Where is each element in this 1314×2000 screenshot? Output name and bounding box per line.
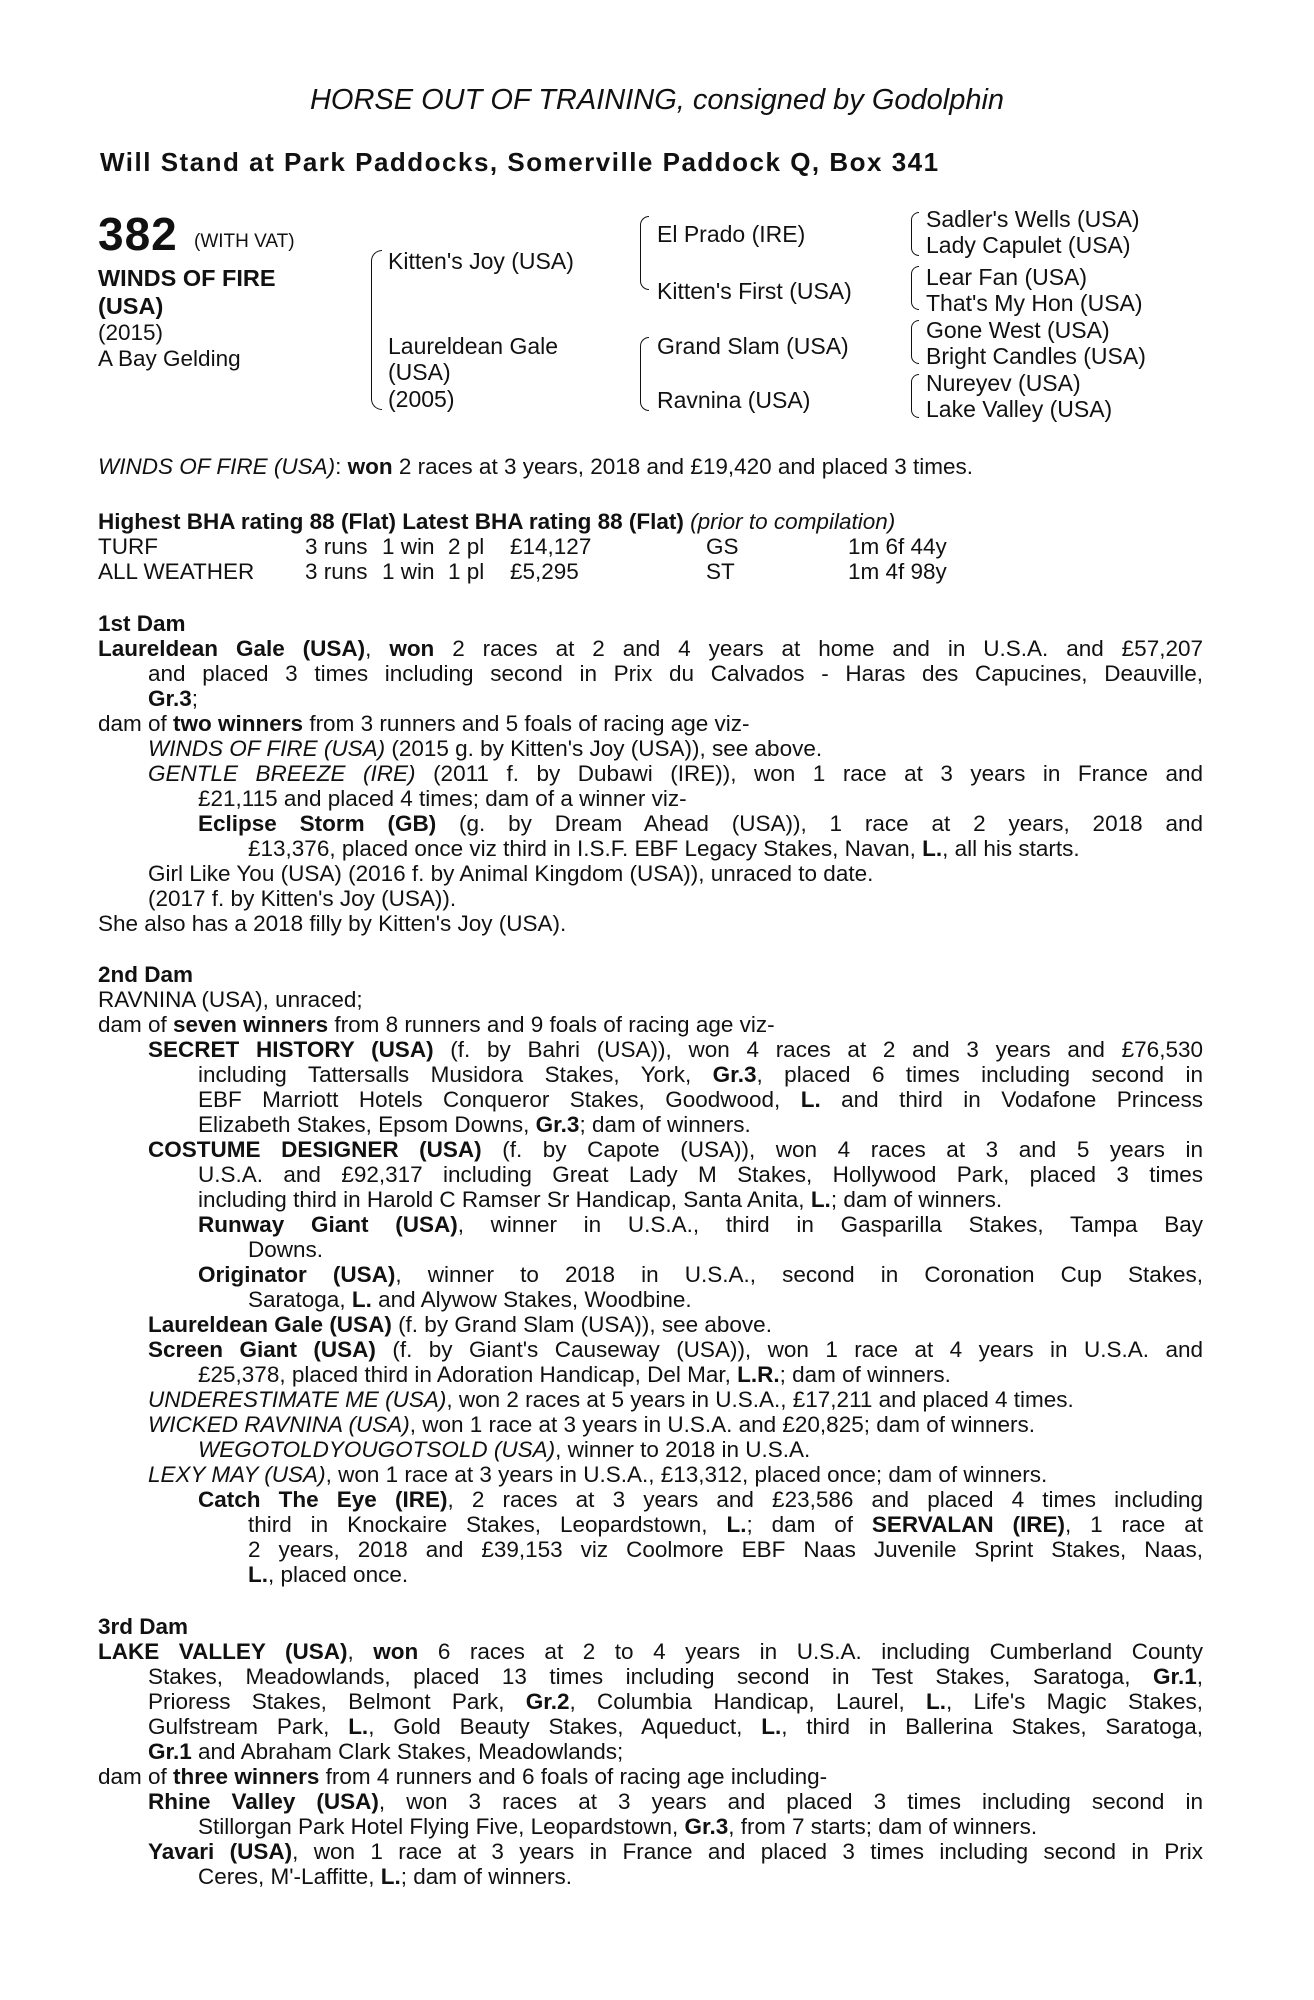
pedigree-gg-7: Nureyev (USA) <box>926 370 1081 396</box>
produce-entry: LEXY MAY (USA), won 1 race at 3 years in U.S.A., £13,312, placed once; dam of winners. <box>148 1462 1048 1487</box>
third-dam-line: LAKE VALLEY (USA), won 6 races at 2 to 4 years in U.S.A. including Cumberland County <box>98 1639 1203 1664</box>
gen3-bracket-4 <box>911 374 919 418</box>
gen3-bracket-3 <box>911 320 919 364</box>
second-dam-line: RAVNINA (USA), unraced; <box>98 987 363 1012</box>
pedigree-sire-dam: Kitten's First (USA) <box>657 278 852 304</box>
first-dam-line: dam of two winners from 3 runners and 5 foals of racing age viz- <box>98 711 750 736</box>
pedigree-gg-3: Lear Fan (USA) <box>926 264 1088 290</box>
produce-entry: L., placed once. <box>248 1562 409 1587</box>
produce-entry: WINDS OF FIRE (USA) (2015 g. by Kitten's Joy (USA)), see above. <box>148 736 823 761</box>
pedigree-dam-year: (2005) <box>388 386 455 412</box>
produce-entry: U.S.A. and £92,317 including Great Lady M Stakes, Hollywood Park, placed 3 times <box>198 1162 1203 1187</box>
produce-entry: SECRET HISTORY (USA) (f. by Bahri (USA)), won 4 races at 2 and 3 years and £76,530 <box>148 1037 1203 1062</box>
first-dam-line: and placed 3 times including second in Prix du Calvados - Haras des Capucines, Deauville, <box>148 661 1203 686</box>
first-dam-line: Laureldean Gale (USA), won 2 races at 2 and 4 years at home and in U.S.A. and £57,207 <box>98 636 1203 661</box>
produce-entry: including Tattersalls Musidora Stakes, York, Gr.3, placed 6 times including second in <box>198 1062 1203 1087</box>
produce-entry: EBF Marriott Hotels Conqueror Stakes, Goodwood, L. and third in Vodafone Princess <box>198 1087 1204 1112</box>
third-dam-heading: 3rd Dam <box>98 1614 189 1639</box>
produce-entry: £25,378, placed third in Adoration Handicap, Del Mar, L.R.; dam of winners. <box>198 1362 951 1387</box>
pedigree-gg-8: Lake Valley (USA) <box>926 396 1113 422</box>
lot-vat: (WITH VAT) <box>194 231 295 252</box>
horse-description: A Bay Gelding <box>98 346 241 371</box>
produce-entry: Girl Like You (USA) (2016 f. by Animal Kingdom (USA)), unraced to date. <box>148 861 874 886</box>
produce-entry: COSTUME DESIGNER (USA) (f. by Capote (USA)), won 4 races at 3 and 5 years in <box>148 1137 1204 1162</box>
first-dam-heading: 1st Dam <box>98 611 186 636</box>
produce-entry: Downs. <box>248 1237 324 1262</box>
produce-entry: £21,115 and placed 4 times; dam of a winner viz- <box>198 786 687 811</box>
pedigree-dam-origin: (USA) <box>388 359 451 385</box>
horse-name-line2: (USA) <box>98 293 164 319</box>
dam-parents-bracket <box>640 337 649 411</box>
produce-entry: including third in Harold C Ramser Sr Handicap, Santa Anita, L.; dam of winners. <box>198 1187 1003 1212</box>
produce-entry: Catch The Eye (IRE), 2 races at 3 years and £23,586 and placed 4 times including <box>198 1487 1204 1512</box>
pedigree-gg-1: Sadler's Wells (USA) <box>926 206 1140 232</box>
sire-dam-bracket <box>371 250 382 410</box>
sale-heading: HORSE OUT OF TRAINING, consigned by Godolphin <box>309 84 1005 116</box>
first-dam-line: Gr.3; <box>148 686 199 711</box>
second-dam-line: dam of seven winners from 8 runners and 9 foals of racing age viz- <box>98 1012 775 1037</box>
third-dam-line: Prioress Stakes, Belmont Park, Gr.2, Columbia Handicap, Laurel, L., Life's Magic Stakes, <box>148 1689 1203 1714</box>
horse-name-line1: WINDS OF FIRE <box>98 265 276 291</box>
pedigree-gg-2: Lady Capulet (USA) <box>926 232 1131 258</box>
produce-entry: Stillorgan Park Hotel Flying Five, Leopardstown, Gr.3, from 7 starts; dam of winners. <box>198 1814 1038 1839</box>
produce-entry: Yavari (USA), won 1 race at 3 years in France and placed 3 times including second in Prix <box>148 1839 1203 1864</box>
foaling-year: (2015) <box>98 320 164 345</box>
third-dam-line: Gulfstream Park, L., Gold Beauty Stakes, Aqueduct, L., third in Ballerina Stakes, Saratoga, <box>148 1714 1203 1739</box>
second-dam-heading: 2nd Dam <box>98 962 194 987</box>
produce-entry: Elizabeth Stakes, Epsom Downs, Gr.3; dam of winners. <box>198 1112 751 1137</box>
produce-entry: Ceres, M'-Laffitte, L.; dam of winners. <box>198 1864 573 1889</box>
pedigree-gg-5: Gone West (USA) <box>926 317 1110 343</box>
third-dam-line: Stakes, Meadowlands, placed 13 times including second in Test Stakes, Saratoga, Gr.1, <box>148 1664 1203 1689</box>
produce-entry: GENTLE BREEZE (IRE) (2011 f. by Dubawi (IRE)), won 1 race at 3 years in France and <box>148 761 1203 786</box>
pedigree-dam-sire: Grand Slam (USA) <box>657 333 849 359</box>
race-summary: WINDS OF FIRE (USA): won 2 races at 3 years, 2018 and £19,420 and placed 3 times. <box>98 454 974 479</box>
pedigree-gg-4: That's My Hon (USA) <box>926 290 1143 316</box>
produce-entry: WEGOTOLDYOUGOTSOLD (USA), winner to 2018 in U.S.A. <box>198 1437 811 1462</box>
produce-entry: Runway Giant (USA), winner in U.S.A., third in Gasparilla Stakes, Tampa Bay <box>198 1212 1203 1237</box>
produce-entry: Laureldean Gale (USA) (f. by Grand Slam (USA)), see above. <box>148 1312 772 1337</box>
pedigree-sire-sire: El Prado (IRE) <box>657 221 806 247</box>
pedigree-sire: Kitten's Joy (USA) <box>388 248 574 274</box>
sire-parents-bracket <box>640 216 649 290</box>
produce-entry: UNDERESTIMATE ME (USA), won 2 races at 5 years in U.S.A., £17,211 and placed 4 times. <box>148 1387 1074 1412</box>
produce-entry: She also has a 2018 filly by Kitten's Joy (USA). <box>98 911 567 936</box>
produce-entry: 2 years, 2018 and £39,153 viz Coolmore EBF Naas Juvenile Sprint Stakes, Naas, <box>248 1537 1203 1562</box>
pedigree-gg-6: Bright Candles (USA) <box>926 343 1146 369</box>
horse-name <box>98 264 276 320</box>
produce-entry: Rhine Valley (USA), won 3 races at 3 years and placed 3 times including second in <box>148 1789 1203 1814</box>
produce-entry: (2017 f. by Kitten's Joy (USA)). <box>148 886 457 911</box>
produce-entry: WICKED RAVNINA (USA), won 1 race at 3 years in U.S.A. and £20,825; dam of winners. <box>148 1412 1036 1437</box>
gen3-bracket-2 <box>911 266 919 310</box>
pedigree-dam-dam: Ravnina (USA) <box>657 387 811 413</box>
lot-number: 382 <box>98 208 178 260</box>
gen3-bracket-1 <box>911 212 919 256</box>
produce-entry: Screen Giant (USA) (f. by Giant's Causeway (USA)), won 1 race at 4 years in U.S.A. and <box>148 1337 1203 1362</box>
third-dam-line: dam of three winners from 4 runners and 6 foals of racing age including- <box>98 1764 828 1789</box>
stand-location: Will Stand at Park Paddocks, Somerville Paddock Q, Box 341 <box>100 147 940 177</box>
produce-entry: third in Knockaire Stakes, Leopardstown, L.; dam of SERVALAN (IRE), 1 race at <box>248 1512 1203 1537</box>
third-dam-line: Gr.1 and Abraham Clark Stakes, Meadowlands; <box>148 1739 624 1764</box>
produce-entry: £13,376, placed once viz third in I.S.F. EBF Legacy Stakes, Navan, L., all his starts. <box>248 836 1080 861</box>
produce-entry: Saratoga, L. and Alywow Stakes, Woodbine. <box>248 1287 692 1312</box>
produce-entry: Originator (USA), winner to 2018 in U.S.A., second in Coronation Cup Stakes, <box>198 1262 1204 1287</box>
pedigree-dam: Laureldean Gale <box>388 333 559 359</box>
produce-entry: Eclipse Storm (GB) (g. by Dream Ahead (USA)), 1 race at 2 years, 2018 and <box>198 811 1203 836</box>
bha-rating: Highest BHA rating 88 (Flat) Latest BHA rating 88 (Flat) (prior to compilation) <box>98 509 896 534</box>
